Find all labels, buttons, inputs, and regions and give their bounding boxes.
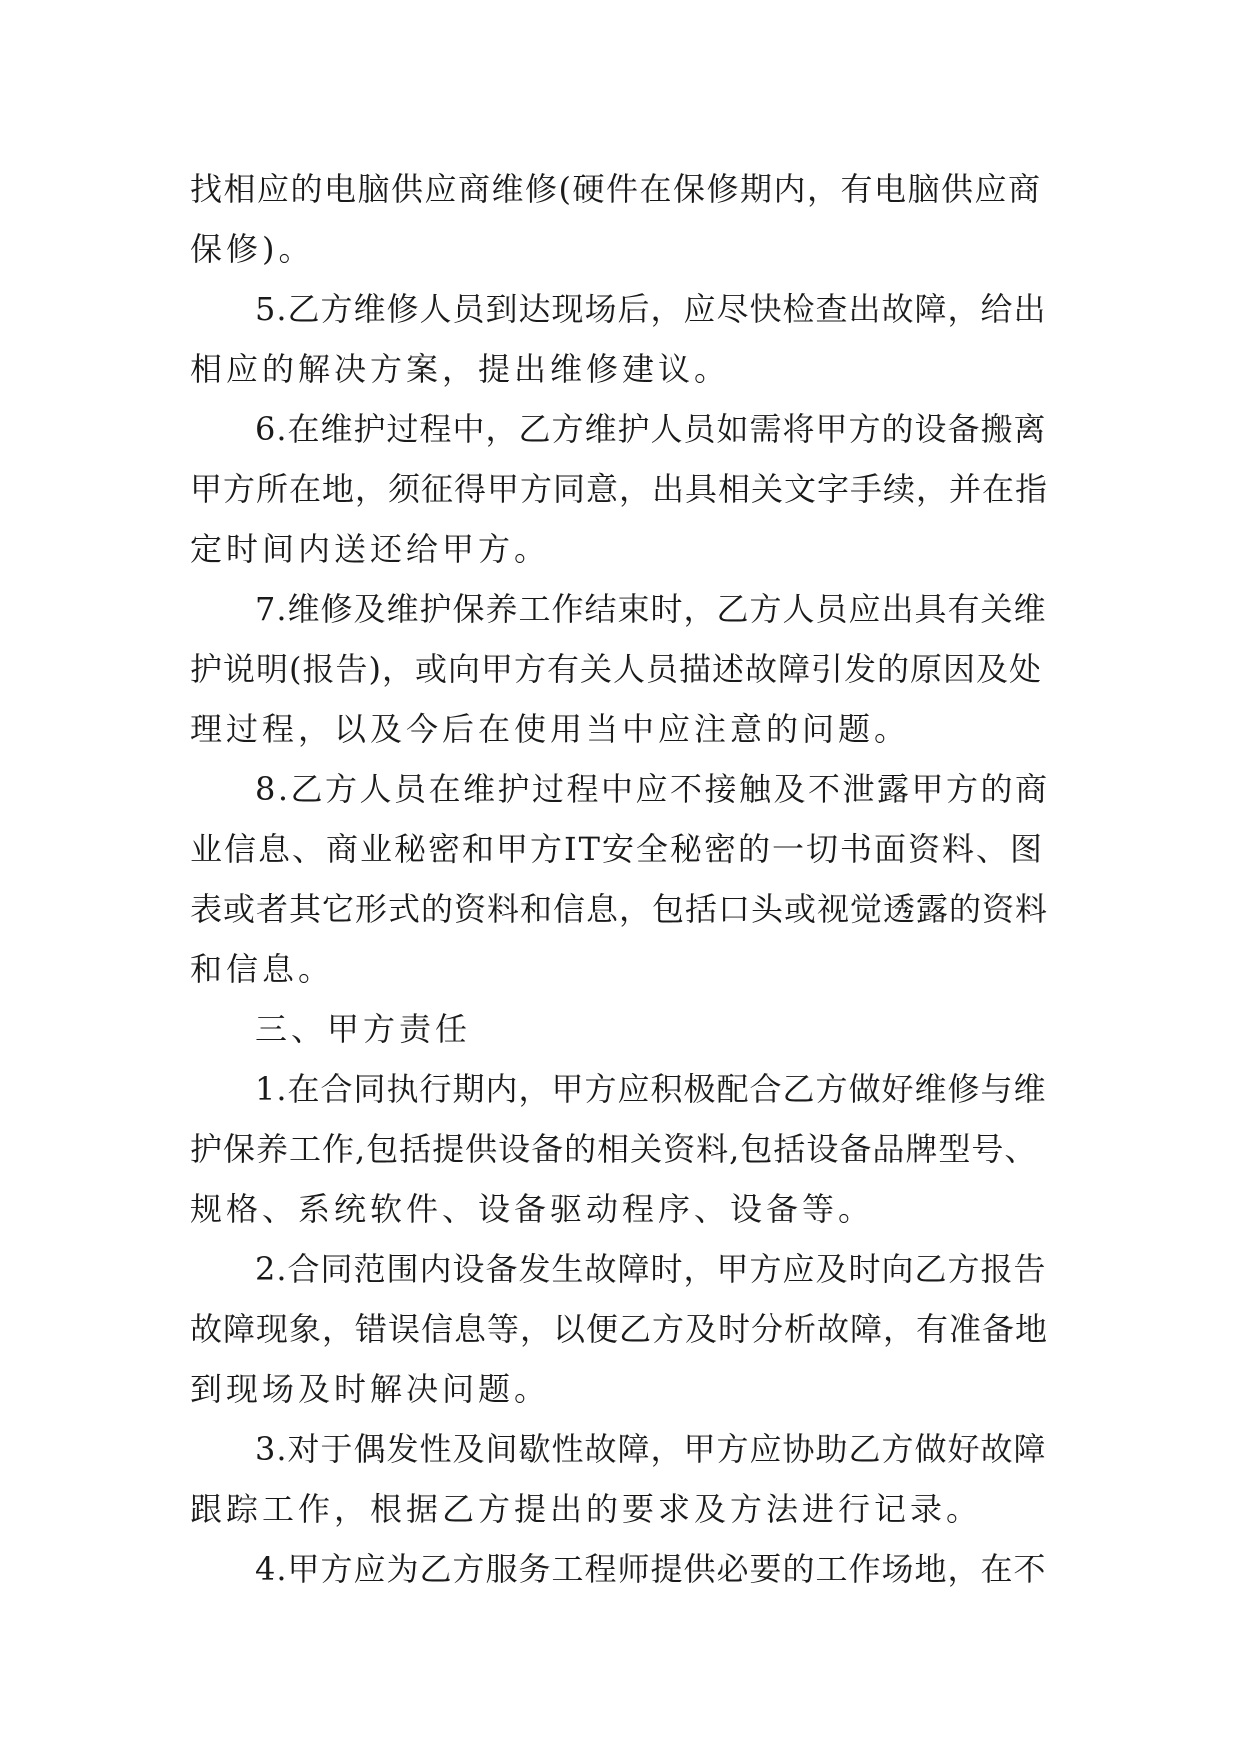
document-body <box>190 159 1050 1599</box>
text-line: 表或者其它形式的资料和信息，包括口头或视觉透露的资料 <box>190 890 1049 928</box>
text-line: 故障现象，错误信息等，以便乙方及时分析故障，有准备地 <box>190 1310 1049 1348</box>
list-item-6: 6.在维护过程中，乙方维护人员如需将甲方的设备搬离 <box>255 410 1047 448</box>
text-line: 护说明(报告)，或向甲方有关人员描述故障引发的原因及处 <box>190 650 1042 688</box>
list-item-4: 4.甲方应为乙方服务工程师提供必要的工作场地，在不 <box>255 1550 1047 1588</box>
list-item-8: 8.乙方人员在维护过程中应不接触及不泄露甲方的商 <box>255 770 1050 808</box>
list-item-1: 1.在合同执行期内，甲方应积极配合乙方做好维修与维 <box>255 1070 1047 1108</box>
list-item-3: 3.对于偶发性及间歇性故障，甲方应协助乙方做好故障 <box>255 1430 1047 1468</box>
text-line: 保修)。 <box>190 230 315 268</box>
text-line: 和信息。 <box>190 950 335 988</box>
section-heading: 三、甲方责任 <box>255 1010 472 1048</box>
list-item-2: 2.合同范围内设备发生故障时，甲方应及时向乙方报告 <box>255 1250 1047 1288</box>
text-line: 规格、系统软件、设备驱动程序、设备等。 <box>190 1190 875 1228</box>
text-line: 护保养工作,包括提供设备的相关资料,包括设备品牌型号、 <box>190 1130 1038 1168</box>
text-line: 相应的解决方案，提出维修建议。 <box>190 350 731 388</box>
text-line: 定时间内送还给甲方。 <box>190 530 551 568</box>
text-line: 理过程，以及今后在使用当中应注意的问题。 <box>190 710 911 748</box>
text-line: 业信息、商业秘密和甲方IT安全秘密的一切书面资料、图 <box>190 830 1044 868</box>
text-line: 甲方所在地，须征得甲方同意，出具相关文字手续，并在指 <box>190 470 1049 508</box>
list-item-5: 5.乙方维修人员到达现场后，应尽快检查出故障，给出 <box>255 290 1047 328</box>
text-line: 找相应的电脑供应商维修(硬件在保修期内，有电脑供应商 <box>190 170 1042 208</box>
text-line: 跟踪工作，根据乙方提出的要求及方法进行记录。 <box>190 1490 983 1528</box>
list-item-7: 7.维修及维护保养工作结束时，乙方人员应出具有关维 <box>255 590 1047 628</box>
text-line: 到现场及时解决问题。 <box>190 1370 551 1408</box>
